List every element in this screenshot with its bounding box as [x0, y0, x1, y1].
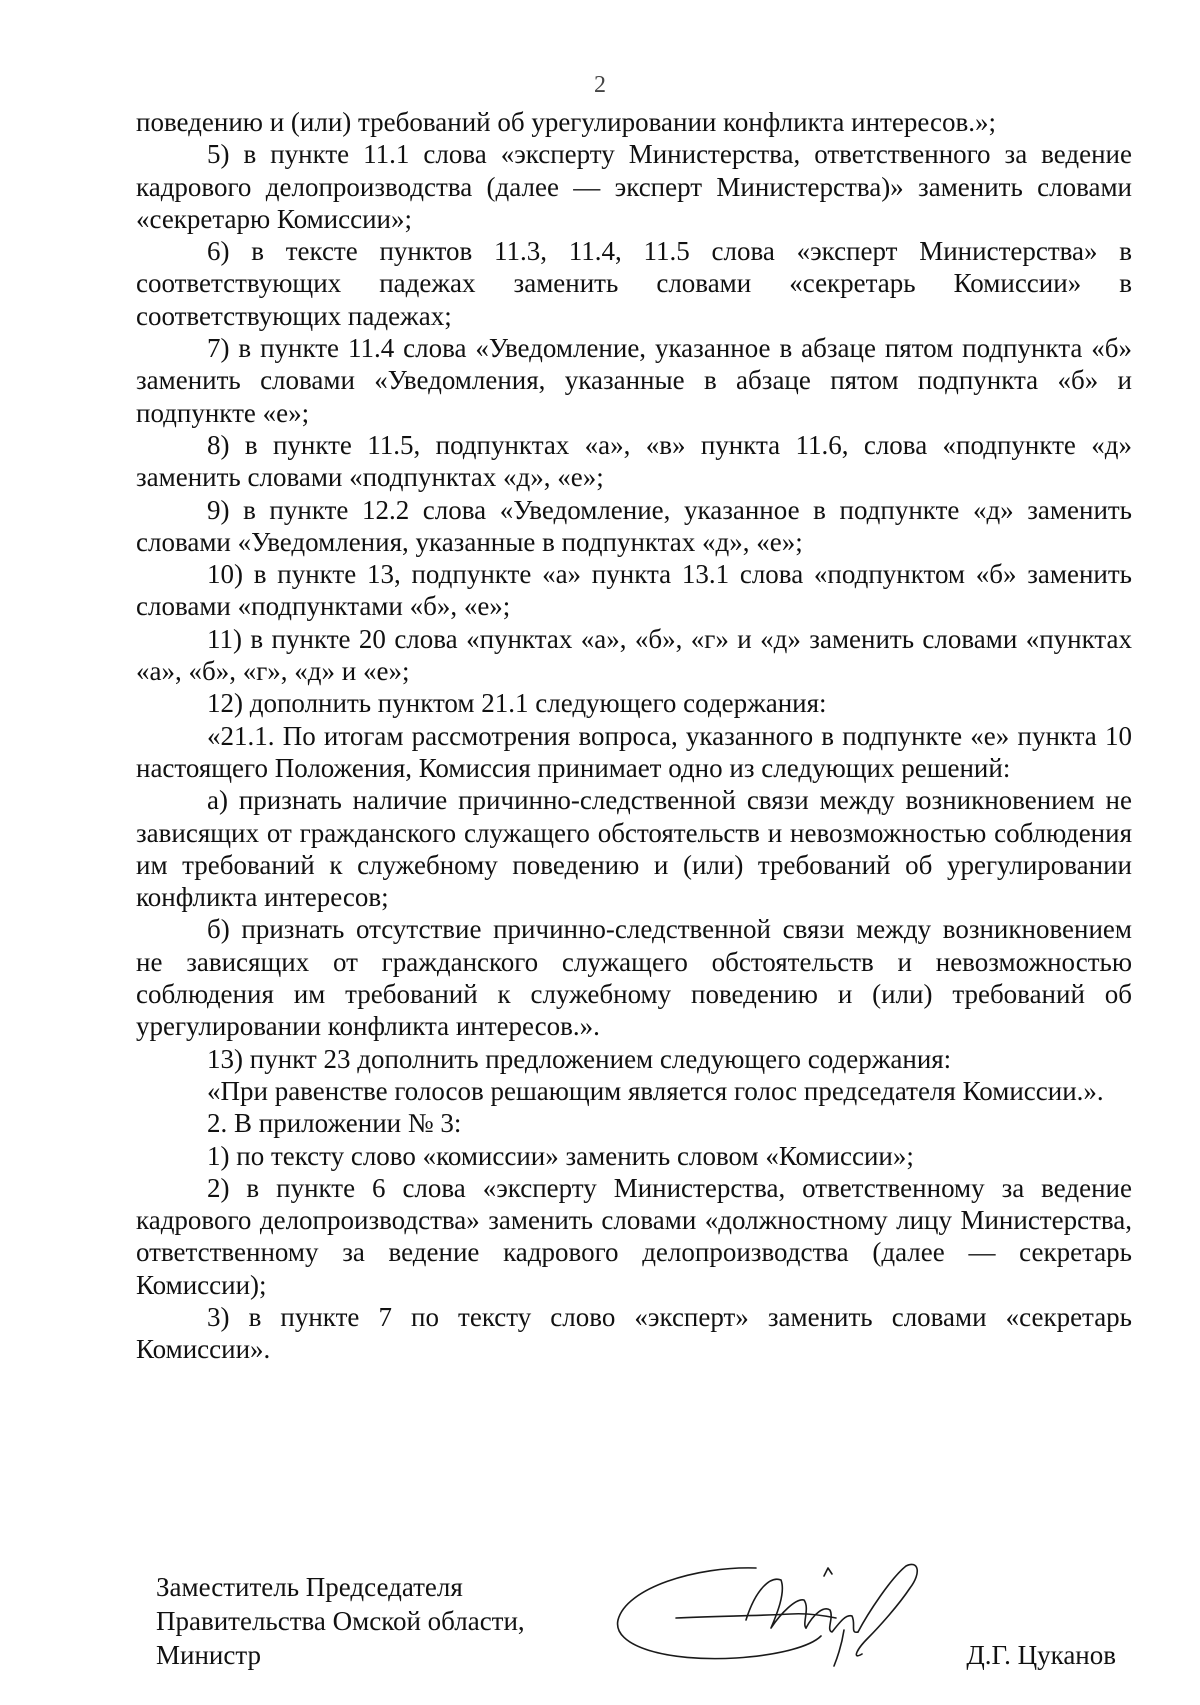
- paragraph: а) признать наличие причинно-следственной связи между возникновением не зависящих от гражданского служащего обстоятельств и невозможностью соблюдения им требований к служебному поведению и (или) требований об урегулировании конфликта интересов;: [136, 785, 1132, 913]
- paragraph: 10) в пункте 13, подпункте «а» пункта 13.1 слова «подпунктом «б» заменить словами «подпунктами «б», «е»;: [136, 559, 1132, 622]
- signer-position: [156, 1570, 616, 1672]
- page-number: 2: [594, 72, 606, 98]
- signer-position-line: Министр: [156, 1640, 261, 1670]
- signer-name: Д.Г. Цуканов: [966, 1640, 1116, 1670]
- paragraph: 1) по тексту слово «комиссии» заменить словом «Комиссии»;: [207, 1140, 914, 1171]
- paragraph: поведению и (или) требований об урегулировании конфликта интересов.»;: [136, 107, 996, 137]
- document-body: [136, 106, 1132, 1366]
- paragraph: 9) в пункте 12.2 слова «Уведомление, указанное в подпункте «д» заменить словами «Уведомления, указанные в подпунктах «д», «е»;: [136, 494, 1132, 557]
- paragraph: 2) в пункте 6 слова «эксперту Министерства, ответственному за ведение кадрового делопроизводства» заменить словами «должностному лицу Министерства, ответственному за ведение кадрового делопроизводства (далее — секретарь Комиссии);: [136, 1172, 1132, 1300]
- paragraph: 12) дополнить пунктом 21.1 следующего содержания:: [207, 688, 827, 719]
- paragraph: 11) в пункте 20 слова «пунктах «а», «б», «г» и «д» заменить словами «пунктах «а», «б», «г», «д» и «е»;: [136, 623, 1132, 687]
- paragraph: «21.1. По итогам рассмотрения вопроса, указанного в подпункте «е» пункта 10 настоящего Положения, Комиссия принимает одно из следующих решений:: [136, 720, 1132, 783]
- paragraph: 7) в пункте 11.4 слова «Уведомление, указанное в абзаце пятом подпункта «б» заменить словами «Уведомления, указанные в абзаце пятом подпункта «б» и подпункте «е»;: [136, 333, 1132, 428]
- handwritten-signature: [606, 1558, 936, 1668]
- paragraph: 13) пункт 23 дополнить предложением следующего содержания:: [207, 1043, 952, 1074]
- paragraph: 6) в тексте пунктов 11.3, 11.4, 11.5 слова «эксперт Министерства» в соответствующих падежах заменить словами «секретарь Комиссии» в соответствующих падежах;: [136, 236, 1132, 331]
- paragraph: б) признать отсутствие причинно-следственной связи между возникновением не зависящих от гражданского служащего обстоятельств и невозможностью соблюдения им требований к служебному поведению и (или) требований об урегулировании конфликта интересов.».: [136, 914, 1132, 1042]
- paragraph: 2. В приложении № 3:: [207, 1108, 462, 1139]
- paragraph: 5) в пункте 11.1 слова «эксперту Министерства, ответственного за ведение кадрового делопроизводства (далее — эксперт Министерства)» заменить словами «секретарю Комиссии»;: [136, 139, 1132, 234]
- signer-position-line: Правительства Омской области,: [156, 1606, 525, 1636]
- signer-position-line: Заместитель Председателя: [156, 1572, 463, 1602]
- paragraph: «При равенстве голосов решающим является голос председателя Комиссии.».: [207, 1075, 1104, 1106]
- paragraph: 3) в пункте 7 по тексту слово «эксперт» заменить словами «секретарь Комиссии».: [136, 1301, 1132, 1365]
- paragraph: 8) в пункте 11.5, подпунктах «а», «в» пункта 11.6, слова «подпункте «д» заменить словами «подпунктах «д», «е»;: [136, 429, 1132, 493]
- signature-block: [156, 1570, 1116, 1690]
